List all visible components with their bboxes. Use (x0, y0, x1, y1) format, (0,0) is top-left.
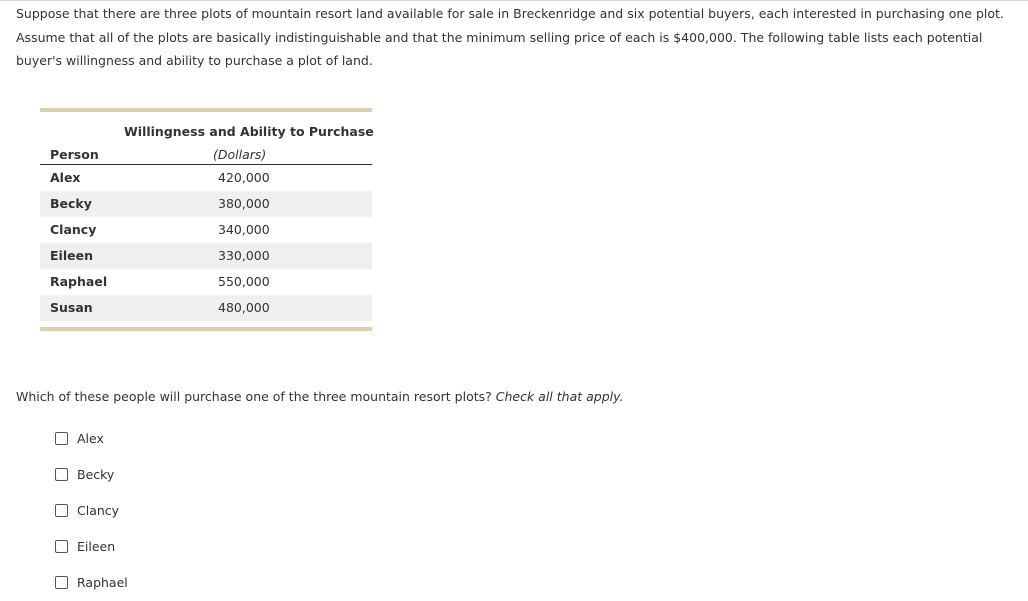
question-prompt (16, 389, 624, 404)
question-text: Which of these people will purchase one of the three mountain resort plots? (16, 389, 496, 404)
table-header-unit: (Dollars) (213, 147, 267, 162)
option-label: Becky (77, 467, 115, 482)
table-header-title: Willingness and Ability to Purchase (124, 124, 374, 139)
option-raphael[interactable] (55, 575, 128, 590)
option-label: Eileen (77, 539, 116, 554)
table-row (40, 269, 372, 295)
table-row (40, 165, 372, 191)
option-becky[interactable] (55, 467, 114, 482)
row-person: Becky (50, 196, 92, 211)
row-value: 550,000 (218, 274, 270, 289)
top-divider (0, 0, 1028, 1)
checkbox[interactable] (55, 468, 68, 481)
row-value: 420,000 (218, 170, 270, 185)
option-eileen[interactable] (55, 539, 115, 554)
row-value: 330,000 (218, 248, 270, 263)
checkbox[interactable] (55, 540, 68, 553)
row-person: Alex (50, 170, 81, 185)
checkbox[interactable] (55, 576, 68, 589)
table-header (40, 112, 372, 165)
checkbox[interactable] (55, 504, 68, 517)
problem-intro: Suppose that there are three plots of mountain resort land available for sale in Breckenridge and six potential buyers, each interested in purchasing one plot. Assume that all of the plots are basically indistinguishable and that the minimum selling price of each is $400,000. The following table lists each potential buyer's willingness and ability to purchase a plot of land. (16, 6, 1004, 68)
willingness-table (40, 108, 372, 331)
row-value: 480,000 (218, 300, 270, 315)
row-value: 380,000 (218, 196, 270, 211)
checkbox[interactable] (55, 432, 68, 445)
option-alex[interactable] (55, 431, 104, 446)
table-row (40, 217, 372, 243)
table-bottom-rule (40, 327, 372, 331)
table-row (40, 243, 372, 269)
option-label: Alex (77, 431, 104, 446)
option-clancy[interactable] (55, 503, 119, 518)
row-person: Raphael (50, 274, 108, 289)
row-person: Clancy (50, 222, 97, 237)
table-header-person: Person (50, 147, 99, 162)
row-person: Eileen (50, 248, 93, 263)
row-value: 340,000 (218, 222, 270, 237)
table-row (40, 191, 372, 217)
option-label: Clancy (77, 503, 120, 518)
option-label: Raphael (77, 575, 128, 590)
table-row (40, 295, 372, 321)
question-instruction: Check all that apply. (495, 389, 624, 404)
row-person: Susan (50, 300, 93, 315)
